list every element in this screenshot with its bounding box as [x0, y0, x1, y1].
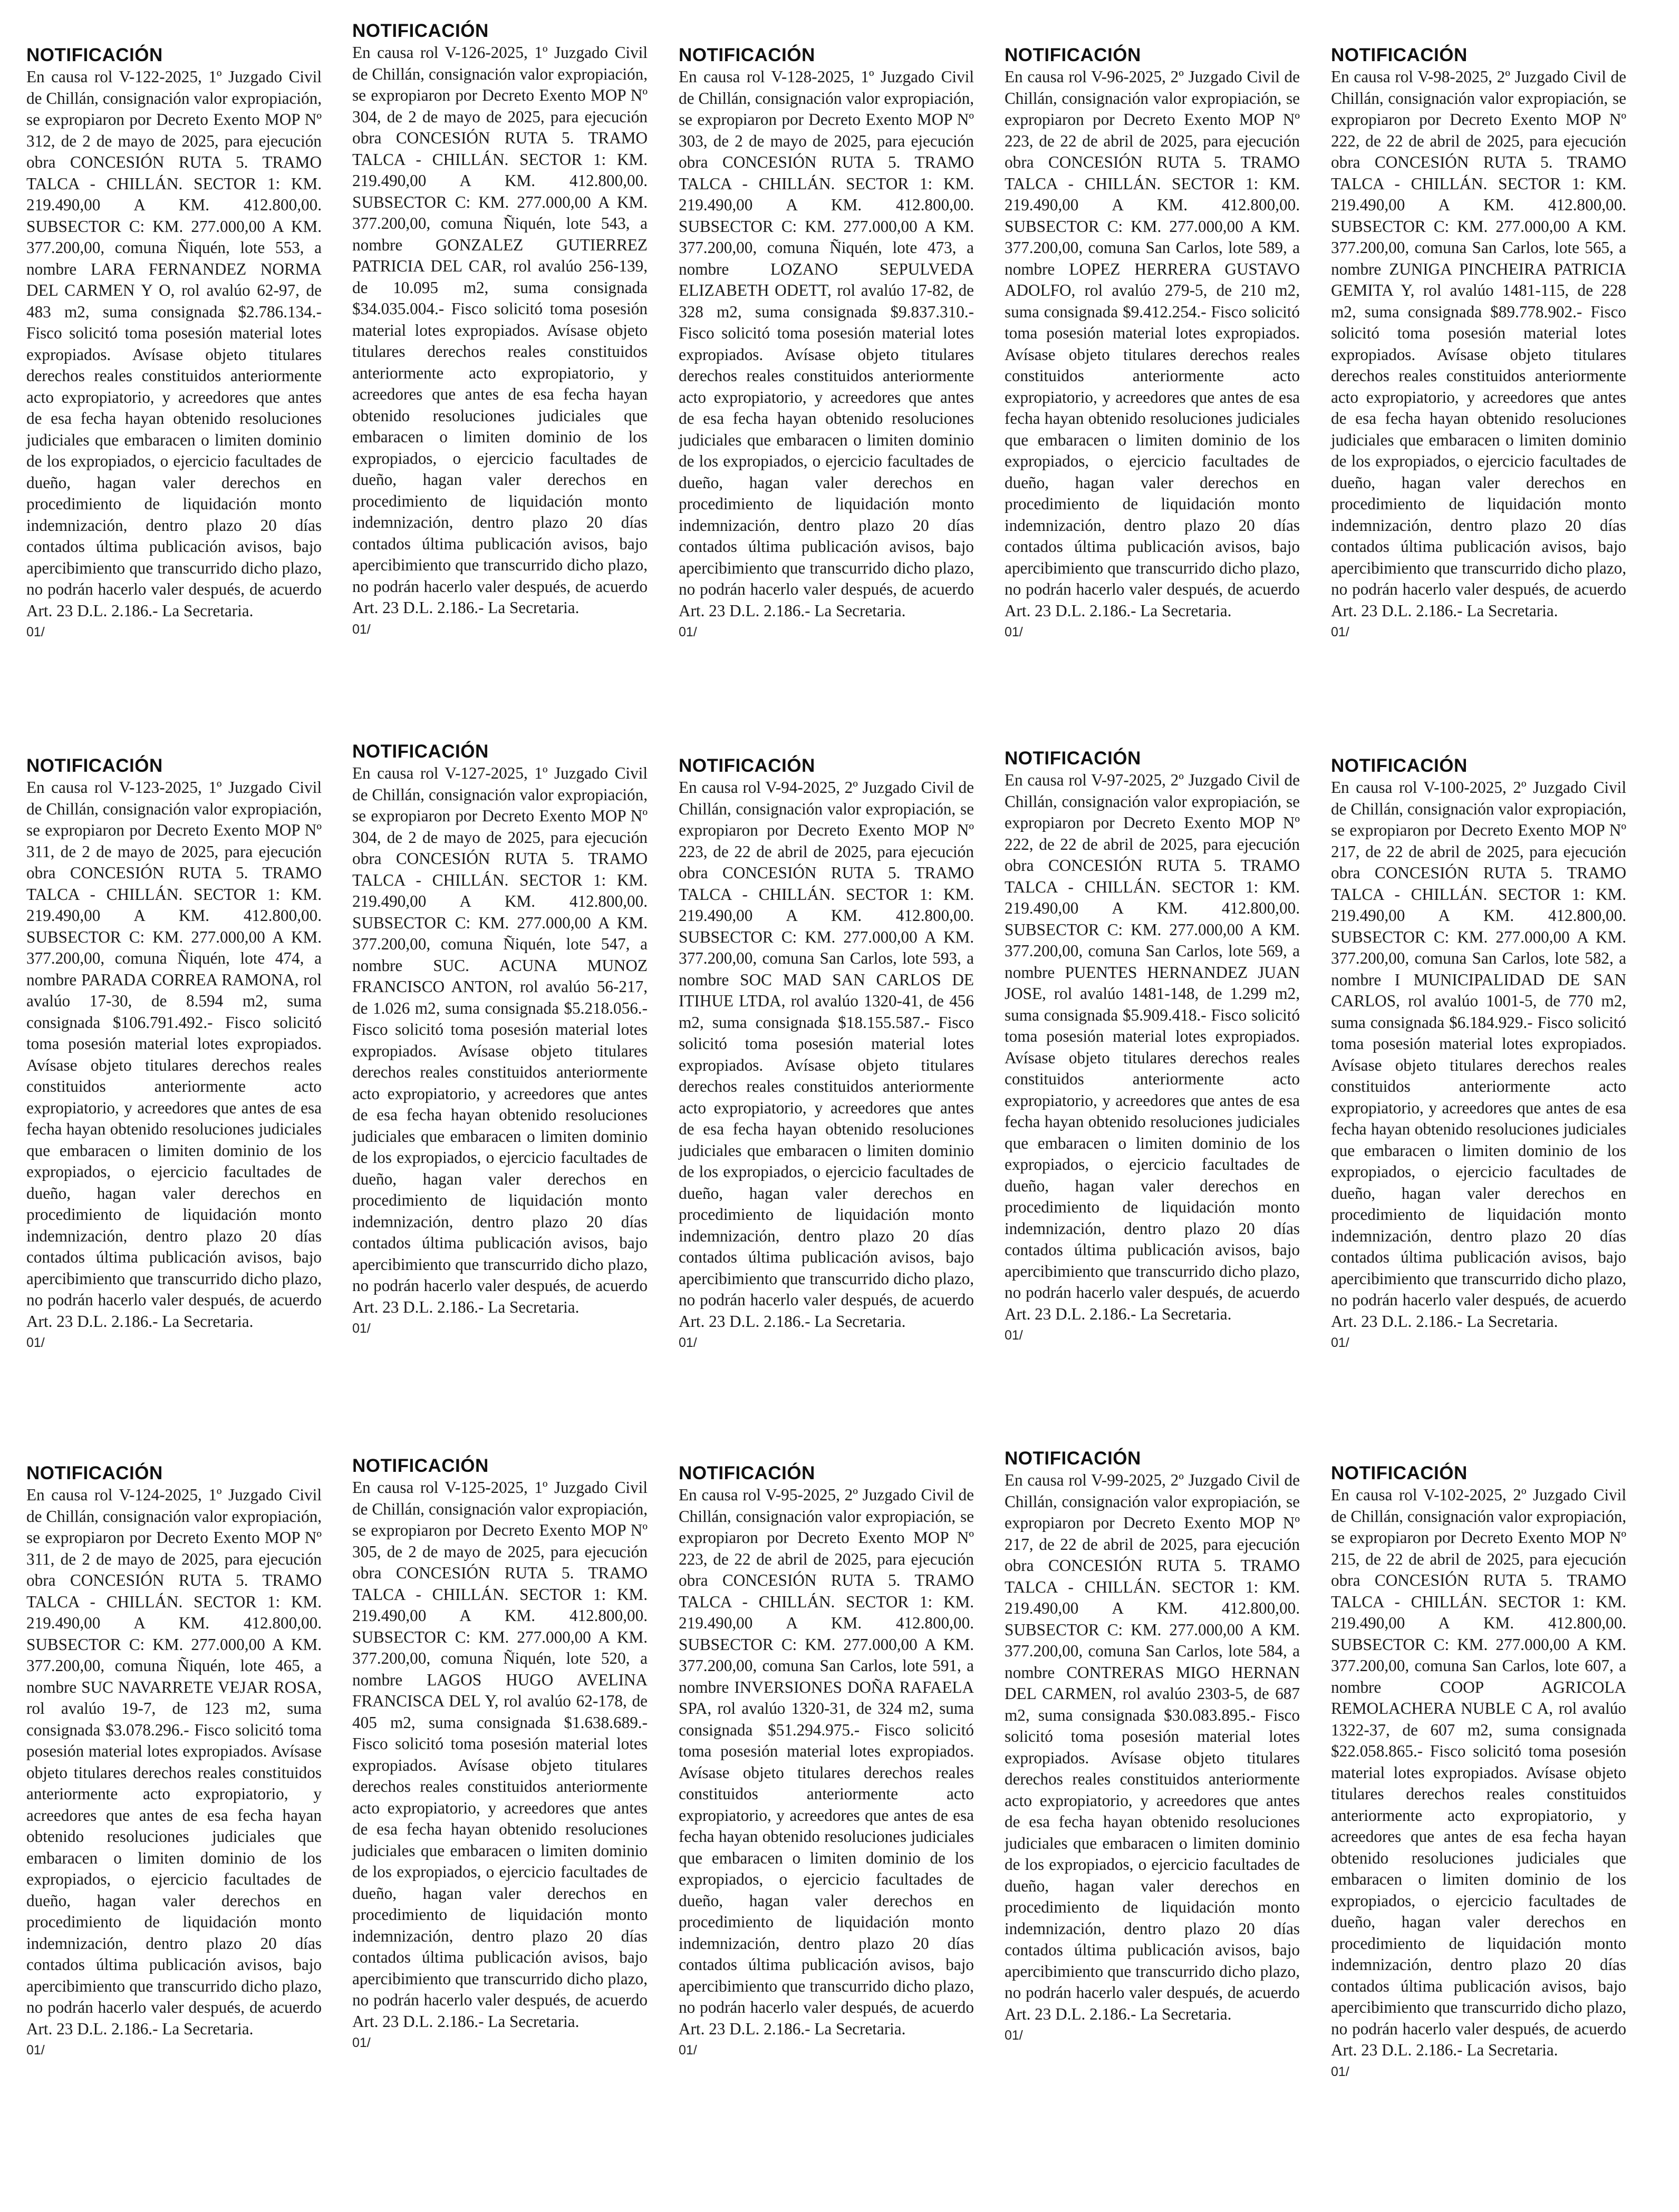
- notice-code: 01/: [1331, 1335, 1349, 1350]
- notice-body: En causa rol V-125-2025, 1º Juzgado Civil de Chillán, consignación valor expropiación, se expropiaron por Decreto Exento MOP Nº 305, de 2 de mayo de 2025, para ejecución obra CONCESIÓN RUTA 5. TRAMO TALCA - CHILLÁN. SECTOR 1: KM. 219.490,00 A KM. 412.800,00. SUBSECTOR C: KM. 277.000,00 A KM. 377.200,00, comuna Ñiquén, lote 520, a nombre LAGOS HUGO AVELINA FRANCISCA DEL Y, rol avalúo 62-178, de 405 m2, suma consignada $1.638.689.- Fisco solicitó toma posesión material lotes expropiados. Avísase objeto titulares derechos reales constituidos anteriormente acto expropiatorio, y acreedores que antes de esa fecha hayan obtenido resoluciones judiciales que embaracen o limiten dominio de los expropiados, o ejercicio facultades de dueño, hagan valer derechos en procedimiento de liquidación monto indemnización, dentro plazo 20 días contados última publicación avisos, bajo apercibimiento que transcurrido dicho plazo, no podrán hacerlo valer después, de acuerdo Art. 23 D.L. 2.186.- La Secretaria.: [352, 1478, 648, 2031]
- notice-body: En causa rol V-123-2025, 1º Juzgado Civil de Chillán, consignación valor expropiación, se expropiaron por Decreto Exento MOP Nº 311, de 2 de mayo de 2025, para ejecución obra CONCESIÓN RUTA 5. TRAMO TALCA - CHILLÁN. SECTOR 1: KM. 219.490,00 A KM. 412.800,00. SUBSECTOR C: KM. 277.000,00 A KM. 377.200,00, comuna Ñiquén, lote 474, a nombre PARADA CORREA RAMONA, rol avalúo 17-30, de 8.594 m2, suma consignada $106.791.492.- Fisco solicitó toma posesión material lotes expropiados. Avísase objeto titulares derechos reales constituidos anteriormente acto expropiatorio, y acreedores que antes de esa fecha hayan obtenido resoluciones judiciales que embaracen o limiten dominio de los expropiados, o ejercicio facultades de dueño, hagan valer derechos en procedimiento de liquidación monto indemnización, dentro plazo 20 días contados última publicación avisos, bajo apercibimiento que transcurrido dicho plazo, no podrán hacerlo valer después, de acuerdo Art. 23 D.L. 2.186.- La Secretaria.: [26, 778, 322, 1331]
- notice-v-123-2025: [26, 755, 322, 1351]
- notice-v-127-2025: [352, 741, 648, 1337]
- notice-body: En causa rol V-95-2025, 2º Juzgado Civil de Chillán, consignación valor expropiación, se expropiaron por Decreto Exento MOP Nº 223, de 22 de abril de 2025, para ejecución obra CONCESIÓN RUTA 5. TRAMO TALCA - CHILLÁN. SECTOR 1: KM. 219.490,00 A KM. 412.800,00. SUBSECTOR C: KM. 277.000,00 A KM. 377.200,00, comuna San Carlos, lote 591, a nombre INVERSIONES DOÑA RAFAELA SPA, rol avalúo 1320-31, de 324 m2, suma consignada $51.294.975.- Fisco solicitó toma posesión material lotes expropiados. Avísase objeto titulares derechos reales constituidos anteriormente acto expropiatorio, y acreedores que antes de esa fecha hayan obtenido resoluciones judiciales que embaracen o limiten dominio de los expropiados, o ejercicio facultades de dueño, hagan valer derechos en procedimiento de liquidación monto indemnización, dentro plazo 20 días contados última publicación avisos, bajo apercibimiento que transcurrido dicho plazo, no podrán hacerlo valer después, de acuerdo Art. 23 D.L. 2.186.- La Secretaria.: [679, 1486, 974, 2038]
- notice-title: NOTIFICACIÓN: [352, 1456, 489, 1476]
- notice-body: En causa rol V-98-2025, 2º Juzgado Civil de Chillán, consignación valor expropiación, se expropiaron por Decreto Exento MOP Nº 222, de 22 de abril de 2025, para ejecución obra CONCESIÓN RUTA 5. TRAMO TALCA - CHILLÁN. SECTOR 1: KM. 219.490,00 A KM. 412.800,00. SUBSECTOR C: KM. 277.000,00 A KM. 377.200,00, comuna San Carlos, lote 565, a nombre ZUNIGA PINCHEIRA PATRICIA GEMITA Y, rol avalúo 1481-115, de 228 m2, suma consignada $89.778.902.- Fisco solicitó toma posesión material lotes expropiados. Avísase objeto titulares derechos reales constituidos anteriormente acto expropiatorio, y acreedores que antes de esa fecha hayan obtenido resoluciones judiciales que embaracen o limiten dominio de los expropiados, o ejercicio facultades de dueño, hagan valer derechos en procedimiento de liquidación monto indemnización, dentro plazo 20 días contados última publicación avisos, bajo apercibimiento que transcurrido dicho plazo, no podrán hacerlo valer después, de acuerdo Art. 23 D.L. 2.186.- La Secretaria.: [1331, 67, 1626, 620]
- notice-title: NOTIFICACIÓN: [26, 755, 163, 776]
- notice-v-128-2025: [679, 44, 974, 641]
- notice-code: 01/: [679, 625, 697, 639]
- notice-title: NOTIFICACIÓN: [1005, 45, 1141, 65]
- notice-code: 01/: [352, 2035, 371, 2050]
- notice-body: En causa rol V-127-2025, 1º Juzgado Civil de Chillán, consignación valor expropiación, se expropiaron por Decreto Exento MOP Nº 304, de 2 de mayo de 2025, para ejecución obra CONCESIÓN RUTA 5. TRAMO TALCA - CHILLÁN. SECTOR 1: KM. 219.490,00 A KM. 412.800,00. SUBSECTOR C: KM. 277.000,00 A KM. 377.200,00, comuna Ñiquén, lote 547, a nombre SUC. ACUNA MUNOZ FRANCISCO ANTON, rol avalúo 56-217, de 1.026 m2, suma consignada $5.218.056.- Fisco solicitó toma posesión material lotes expropiados. Avísase objeto titulares derechos reales constituidos anteriormente acto expropiatorio, y acreedores que antes de esa fecha hayan obtenido resoluciones judiciales que embaracen o limiten dominio de los expropiados, o ejercicio facultades de dueño, hagan valer derechos en procedimiento de liquidación monto indemnización, dentro plazo 20 días contados última publicación avisos, bajo apercibimiento que transcurrido dicho plazo, no podrán hacerlo valer después, de acuerdo Art. 23 D.L. 2.186.- La Secretaria.: [352, 764, 648, 1316]
- notice-body: En causa rol V-100-2025, 2º Juzgado Civil de Chillán, consignación valor expropiación, se expropiaron por Decreto Exento MOP Nº 217, de 22 de abril de 2025, para ejecución obra CONCESIÓN RUTA 5. TRAMO TALCA - CHILLÁN. SECTOR 1: KM. 219.490,00 A KM. 412.800,00. SUBSECTOR C: KM. 277.000,00 A KM. 377.200,00, comuna San Carlos, lote 582, a nombre I MUNICIPALIDAD DE SAN CARLOS, rol avalúo 1001-5, de 770 m2, suma consignada $6.184.929.- Fisco solicitó toma posesión material lotes expropiados. Avísase objeto titulares derechos reales constituidos anteriormente acto expropiatorio, y acreedores que antes de esa fecha hayan obtenido resoluciones judiciales que embaracen o limiten dominio de los expropiados, o ejercicio facultades de dueño, hagan valer derechos en procedimiento de liquidación monto indemnización, dentro plazo 20 días contados última publicación avisos, bajo apercibimiento que transcurrido dicho plazo, no podrán hacerlo valer después, de acuerdo Art. 23 D.L. 2.186.- La Secretaria.: [1331, 778, 1626, 1331]
- notice-code: 01/: [1005, 1328, 1023, 1343]
- notice-code: 01/: [1005, 2028, 1023, 2043]
- notice-title: NOTIFICACIÓN: [679, 1463, 815, 1483]
- notice-v-122-2025: [26, 44, 322, 641]
- notice-code: 01/: [26, 625, 45, 639]
- notice-body: En causa rol V-122-2025, 1º Juzgado Civil de Chillán, consignación valor expropiación, se expropiaron por Decreto Exento MOP Nº 312, de 2 de mayo de 2025, para ejecución obra CONCESIÓN RUTA 5. TRAMO TALCA - CHILLÁN. SECTOR 1: KM. 219.490,00 A KM. 412.800,00. SUBSECTOR C: KM. 277.000,00 A KM. 377.200,00, comuna Ñiquén, lote 553, a nombre LARA FERNANDEZ NORMA DEL CARMEN Y O, rol avalúo 62-97, de 483 m2, suma consignada $2.786.134.- Fisco solicitó toma posesión material lotes expropiados. Avísase objeto titulares derechos reales constituidos anteriormente acto expropiatorio, y acreedores que antes de esa fecha hayan obtenido resoluciones judiciales que embaracen o limiten dominio de los expropiados, o ejercicio facultades de dueño, hagan valer derechos en procedimiento de liquidación monto indemnización, dentro plazo 20 días contados última publicación avisos, bajo apercibimiento que transcurrido dicho plazo, no podrán hacerlo valer después, de acuerdo Art. 23 D.L. 2.186.- La Secretaria.: [26, 67, 322, 620]
- notice-body: En causa rol V-99-2025, 2º Juzgado Civil de Chillán, consignación valor expropiación, se expropiaron por Decreto Exento MOP Nº 217, de 22 de abril de 2025, para ejecución obra CONCESIÓN RUTA 5. TRAMO TALCA - CHILLÁN. SECTOR 1: KM. 219.490,00 A KM. 412.800,00. SUBSECTOR C: KM. 277.000,00 A KM. 377.200,00, comuna San Carlos, lote 584, a nombre CONTRERAS MIGO HERNAN DEL CARMEN, rol avalúo 2303-5, de 687 m2, suma consignada $30.083.895.- Fisco solicitó toma posesión material lotes expropiados. Avísase objeto titulares derechos reales constituidos anteriormente acto expropiatorio, y acreedores que antes de esa fecha hayan obtenido resoluciones judiciales que embaracen o limiten dominio de los expropiados, o ejercicio facultades de dueño, hagan valer derechos en procedimiento de liquidación monto indemnización, dentro plazo 20 días contados última publicación avisos, bajo apercibimiento que transcurrido dicho plazo, no podrán hacerlo valer después, de acuerdo Art. 23 D.L. 2.186.- La Secretaria.: [1005, 1471, 1300, 2023]
- notice-v-98-2025: [1331, 44, 1626, 641]
- notice-code: 01/: [352, 1321, 371, 1336]
- notice-title: NOTIFICACIÓN: [679, 45, 815, 65]
- notice-title: NOTIFICACIÓN: [1331, 755, 1468, 776]
- notice-body: En causa rol V-96-2025, 2º Juzgado Civil de Chillán, consignación valor expropiación, se expropiaron por Decreto Exento MOP Nº 223, de 22 de abril de 2025, para ejecución obra CONCESIÓN RUTA 5. TRAMO TALCA - CHILLÁN. SECTOR 1: KM. 219.490,00 A KM. 412.800,00. SUBSECTOR C: KM. 277.000,00 A KM. 377.200,00, comuna San Carlos, lote 589, a nombre LOPEZ HERRERA GUSTAVO ADOLFO, rol avalúo 279-5, de 210 m2, suma consignada $9.412.254.- Fisco solicitó toma posesión material lotes expropiados. Avísase objeto titulares derechos reales constituidos anteriormente acto expropiatorio, y acreedores que antes de esa fecha hayan obtenido resoluciones judiciales que embaracen o limiten dominio de los expropiados, o ejercicio facultades de dueño, hagan valer derechos en procedimiento de liquidación monto indemnización, dentro plazo 20 días contados última publicación avisos, bajo apercibimiento que transcurrido dicho plazo, no podrán hacerlo valer después, de acuerdo Art. 23 D.L. 2.186.- La Secretaria.: [1005, 67, 1300, 620]
- notice-title: NOTIFICACIÓN: [1005, 748, 1141, 769]
- notice-v-94-2025: [679, 755, 974, 1351]
- notice-title: NOTIFICACIÓN: [1331, 1463, 1468, 1483]
- notice-v-102-2025: [1331, 1462, 1626, 2080]
- notice-body: En causa rol V-97-2025, 2º Juzgado Civil de Chillán, consignación valor expropiación, se expropiaron por Decreto Exento MOP Nº 222, de 22 de abril de 2025, para ejecución obra CONCESIÓN RUTA 5. TRAMO TALCA - CHILLÁN. SECTOR 1: KM. 219.490,00 A KM. 412.800,00. SUBSECTOR C: KM. 277.000,00 A KM. 377.200,00, comuna San Carlos, lote 569, a nombre PUENTES HERNANDEZ JUAN JOSE, rol avalúo 1481-148, de 1.299 m2, suma consignada $5.909.418.- Fisco solicitó toma posesión material lotes expropiados. Avísase objeto titulares derechos reales constituidos anteriormente acto expropiatorio, y acreedores que antes de esa fecha hayan obtenido resoluciones judiciales que embaracen o limiten dominio de los expropiados, o ejercicio facultades de dueño, hagan valer derechos en procedimiento de liquidación monto indemnización, dentro plazo 20 días contados última publicación avisos, bajo apercibimiento que transcurrido dicho plazo, no podrán hacerlo valer después, de acuerdo Art. 23 D.L. 2.186.- La Secretaria.: [1005, 771, 1300, 1323]
- notice-body: En causa rol V-128-2025, 1º Juzgado Civil de Chillán, consignación valor expropiación, se expropiaron por Decreto Exento MOP Nº 303, de 2 de mayo de 2025, para ejecución obra CONCESIÓN RUTA 5. TRAMO TALCA - CHILLÁN. SECTOR 1: KM. 219.490,00 A KM. 412.800,00. SUBSECTOR C: KM. 277.000,00 A KM. 377.200,00, comuna Ñiquén, lote 473, a nombre LOZANO SEPULVEDA ELIZABETH ODETT, rol avalúo 17-82, de 328 m2, suma consignada $9.837.310.- Fisco solicitó toma posesión material lotes expropiados. Avísase objeto titulares derechos reales constituidos anteriormente acto expropiatorio, y acreedores que antes de esa fecha hayan obtenido resoluciones judiciales que embaracen o limiten dominio de los expropiados, o ejercicio facultades de dueño, hagan valer derechos en procedimiento de liquidación monto indemnización, dentro plazo 20 días contados última publicación avisos, bajo apercibimiento que transcurrido dicho plazo, no podrán hacerlo valer después, de acuerdo Art. 23 D.L. 2.186.- La Secretaria.: [679, 67, 974, 620]
- notice-title: NOTIFICACIÓN: [26, 45, 163, 65]
- notice-code: 01/: [26, 1335, 45, 1350]
- notice-v-100-2025: [1331, 755, 1626, 1351]
- notice-title: NOTIFICACIÓN: [352, 21, 489, 41]
- notice-body: En causa rol V-94-2025, 2º Juzgado Civil de Chillán, consignación valor expropiación, se expropiaron por Decreto Exento MOP Nº 223, de 22 de abril de 2025, para ejecución obra CONCESIÓN RUTA 5. TRAMO TALCA - CHILLÁN. SECTOR 1: KM. 219.490,00 A KM. 412.800,00. SUBSECTOR C: KM. 277.000,00 A KM. 377.200,00, comuna San Carlos, lote 593, a nombre SOC MAD SAN CARLOS DE ITIHUE LTDA, rol avalúo 1320-41, de 456 m2, suma consignada $18.155.587.- Fisco solicitó toma posesión material lotes expropiados. Avísase objeto titulares derechos reales constituidos anteriormente acto expropiatorio, y acreedores que antes de esa fecha hayan obtenido resoluciones judiciales que embaracen o limiten dominio de los expropiados, o ejercicio facultades de dueño, hagan valer derechos en procedimiento de liquidación monto indemnización, dentro plazo 20 días contados última publicación avisos, bajo apercibimiento que transcurrido dicho plazo, no podrán hacerlo valer después, de acuerdo Art. 23 D.L. 2.186.- La Secretaria.: [679, 778, 974, 1331]
- notice-code: 01/: [1005, 625, 1023, 639]
- notice-code: 01/: [679, 1335, 697, 1350]
- notice-title: NOTIFICACIÓN: [679, 755, 815, 776]
- notice-v-95-2025: [679, 1462, 974, 2059]
- notice-v-96-2025: [1005, 44, 1300, 641]
- notice-body: En causa rol V-102-2025, 2º Juzgado Civil de Chillán, consignación valor expropiación, se expropiaron por Decreto Exento MOP Nº 215, de 22 de abril de 2025, para ejecución obra CONCESIÓN RUTA 5. TRAMO TALCA - CHILLÁN. SECTOR 1: KM. 219.490,00 A KM. 412.800,00. SUBSECTOR C: KM. 277.000,00 A KM. 377.200,00, comuna San Carlos, lote 607, a nombre COOP AGRICOLA REMOLACHERA NUBLE C A, rol avalúo 1322-37, de 607 m2, suma consignada $22.058.865.- Fisco solicitó toma posesión material lotes expropiados. Avísase objeto titulares derechos reales constituidos anteriormente acto expropiatorio, y acreedores que antes de esa fecha hayan obtenido resoluciones judiciales que embaracen o limiten dominio de los expropiados, o ejercicio facultades de dueño, hagan valer derechos en procedimiento de liquidación monto indemnización, dentro plazo 20 días contados última publicación avisos, bajo apercibimiento que transcurrido dicho plazo, no podrán hacerlo valer después, de acuerdo Art. 23 D.L. 2.186.- La Secretaria.: [1331, 1486, 1626, 2059]
- notice-title: NOTIFICACIÓN: [1331, 45, 1468, 65]
- notice-v-97-2025: [1005, 748, 1300, 1344]
- notice-v-124-2025: [26, 1462, 322, 2059]
- notice-body: En causa rol V-126-2025, 1º Juzgado Civil de Chillán, consignación valor expropiación, se expropiaron por Decreto Exento MOP Nº 304, de 2 de mayo de 2025, para ejecución obra CONCESIÓN RUTA 5. TRAMO TALCA - CHILLÁN. SECTOR 1: KM. 219.490,00 A KM. 412.800,00. SUBSECTOR C: KM. 277.000,00 A KM. 377.200,00, comuna Ñiquén, lote 543, a nombre GONZALEZ GUTIERREZ PATRICIA DEL CAR, rol avalúo 256-139, de 10.095 m2, suma consignada $34.035.004.- Fisco solicitó toma posesión material lotes expropiados. Avísase objeto titulares derechos reales constituidos anteriormente acto expropiatorio, y acreedores que antes de esa fecha hayan obtenido resoluciones judiciales que embaracen o limiten dominio de los expropiados, o ejercicio facultades de dueño, hagan valer derechos en procedimiento de liquidación monto indemnización, dentro plazo 20 días contados última publicación avisos, bajo apercibimiento que transcurrido dicho plazo, no podrán hacerlo valer después, de acuerdo Art. 23 D.L. 2.186.- La Secretaria.: [352, 43, 648, 617]
- notice-body: En causa rol V-124-2025, 1º Juzgado Civil de Chillán, consignación valor expropiación, se expropiaron por Decreto Exento MOP Nº 311, de 2 de mayo de 2025, para ejecución obra CONCESIÓN RUTA 5. TRAMO TALCA - CHILLÁN. SECTOR 1: KM. 219.490,00 A KM. 412.800,00. SUBSECTOR C: KM. 277.000,00 A KM. 377.200,00, comuna Ñiquén, lote 465, a nombre SUC NAVARRETE VEJAR ROSA, rol avalúo 19-7, de 123 m2, suma consignada $3.078.296.- Fisco solicitó toma posesión material lotes expropiados. Avísase objeto titulares derechos reales constituidos anteriormente acto expropiatorio, y acreedores que antes de esa fecha hayan obtenido resoluciones judiciales que embaracen o limiten dominio de los expropiados, o ejercicio facultades de dueño, hagan valer derechos en procedimiento de liquidación monto indemnización, dentro plazo 20 días contados última publicación avisos, bajo apercibimiento que transcurrido dicho plazo, no podrán hacerlo valer después, de acuerdo Art. 23 D.L. 2.186.- La Secretaria.: [26, 1486, 322, 2038]
- notice-code: 01/: [1331, 2064, 1349, 2079]
- notice-code: 01/: [26, 2043, 45, 2058]
- notice-code: 01/: [1331, 625, 1349, 639]
- notice-code: 01/: [352, 622, 371, 637]
- notice-title: NOTIFICACIÓN: [1005, 1448, 1141, 1469]
- notice-code: 01/: [679, 2043, 697, 2058]
- notice-title: NOTIFICACIÓN: [26, 1463, 163, 1483]
- notice-v-126-2025: [352, 20, 648, 638]
- notice-v-99-2025: [1005, 1448, 1300, 2044]
- notice-title: NOTIFICACIÓN: [352, 741, 489, 762]
- notice-v-125-2025: [352, 1455, 648, 2051]
